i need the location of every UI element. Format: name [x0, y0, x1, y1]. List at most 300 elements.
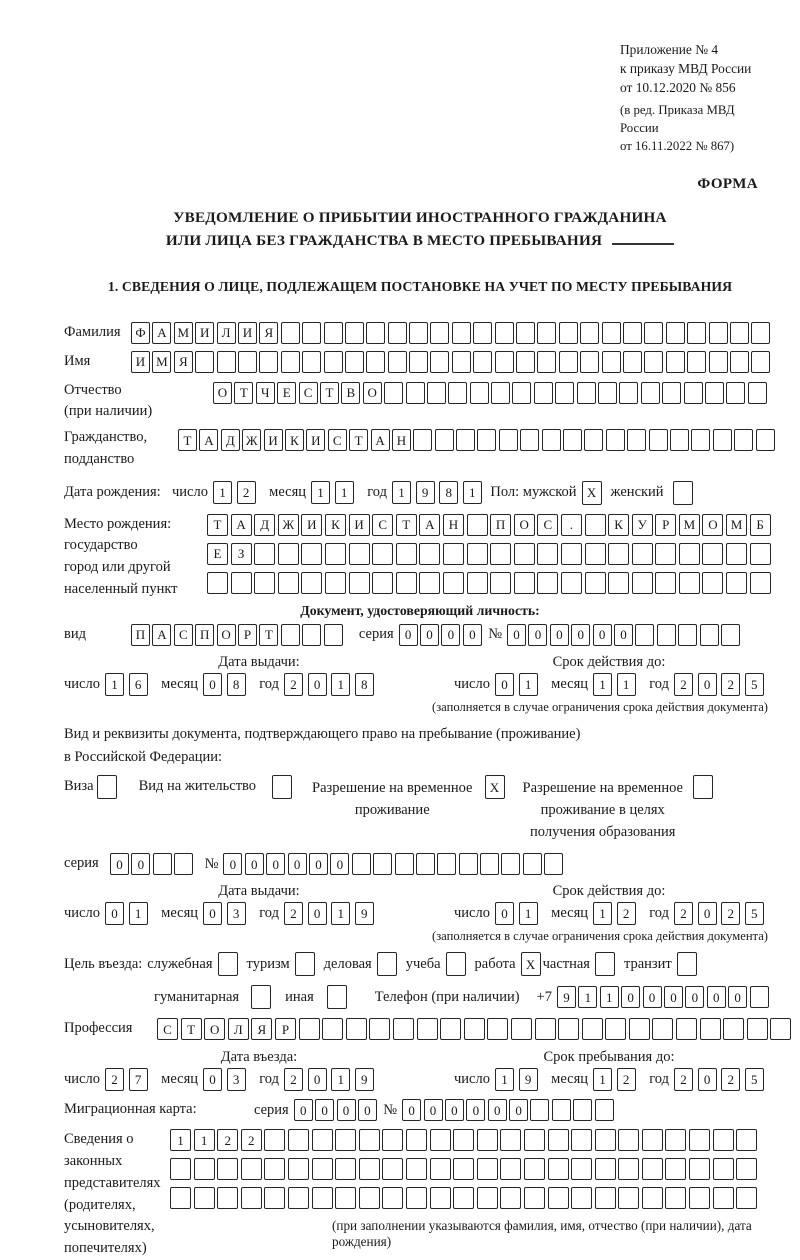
char-cell[interactable] [608, 543, 629, 565]
char-cell[interactable] [580, 351, 599, 373]
char-cell[interactable] [259, 351, 278, 373]
char-cell[interactable] [448, 382, 467, 404]
char-cell[interactable]: 0 [424, 1099, 443, 1121]
char-cell[interactable] [595, 1187, 616, 1209]
char-cell[interactable] [501, 853, 520, 875]
char-cell[interactable] [665, 1187, 686, 1209]
char-cell[interactable]: Р [275, 1018, 296, 1040]
char-cell[interactable]: 0 [358, 1099, 377, 1121]
char-cell[interactable]: Р [655, 514, 676, 536]
char-cell[interactable]: 7 [129, 1068, 148, 1091]
char-cell[interactable] [335, 1158, 356, 1180]
char-cell[interactable]: 0 [308, 1068, 327, 1091]
char-cell[interactable]: Т [259, 624, 278, 646]
char-cell[interactable]: А [152, 322, 171, 344]
char-cell[interactable] [299, 1018, 320, 1040]
char-cell[interactable] [373, 853, 392, 875]
char-cell[interactable]: 0 [698, 902, 717, 925]
char-cell[interactable] [751, 351, 770, 373]
char-cell[interactable] [535, 1018, 556, 1040]
char-cell[interactable]: Я [251, 1018, 272, 1040]
char-cell[interactable] [477, 1158, 498, 1180]
char-cell[interactable] [491, 382, 510, 404]
char-cell[interactable] [430, 1187, 451, 1209]
char-cell[interactable] [723, 1018, 744, 1040]
char-cell[interactable]: 9 [557, 986, 576, 1008]
char-cell[interactable]: 1 [311, 481, 330, 504]
char-cell[interactable] [396, 572, 417, 594]
char-cell[interactable]: 2 [721, 1068, 740, 1091]
char-cell[interactable]: 0 [593, 624, 612, 646]
char-cell[interactable]: 0 [495, 902, 514, 925]
char-cell[interactable] [542, 429, 561, 451]
char-cell[interactable] [238, 351, 257, 373]
char-cell[interactable]: 0 [266, 853, 285, 875]
char-cell[interactable] [751, 322, 770, 344]
char-cell[interactable] [514, 543, 535, 565]
char-cell[interactable] [618, 1129, 639, 1151]
char-cell[interactable]: О [702, 514, 723, 536]
char-cell[interactable] [691, 429, 710, 451]
char-cell[interactable] [523, 853, 542, 875]
char-cell[interactable]: О [363, 382, 382, 404]
char-cell[interactable] [684, 382, 703, 404]
char-cell[interactable]: 1 [593, 673, 612, 696]
char-cell[interactable]: 2 [721, 673, 740, 696]
char-cell[interactable]: С [157, 1018, 178, 1040]
char-cell[interactable] [709, 351, 728, 373]
char-cell[interactable]: Ж [278, 514, 299, 536]
char-cell[interactable]: 0 [315, 1099, 334, 1121]
char-cell[interactable]: 0 [571, 624, 590, 646]
char-cell[interactable]: 2 [217, 1129, 238, 1151]
char-cell[interactable]: 8 [439, 481, 458, 504]
char-cell[interactable]: 2 [237, 481, 256, 504]
char-cell[interactable] [453, 1158, 474, 1180]
char-cell[interactable] [730, 322, 749, 344]
checkbox-cell[interactable]: X [485, 775, 505, 799]
char-cell[interactable] [302, 624, 321, 646]
char-cell[interactable] [662, 382, 681, 404]
char-cell[interactable] [748, 382, 767, 404]
char-cell[interactable]: 0 [131, 853, 150, 875]
char-cell[interactable] [473, 351, 492, 373]
char-cell[interactable] [623, 351, 642, 373]
char-cell[interactable]: 2 [721, 902, 740, 925]
char-cell[interactable] [736, 1158, 757, 1180]
char-cell[interactable] [561, 543, 582, 565]
char-cell[interactable] [477, 429, 496, 451]
char-cell[interactable] [288, 1129, 309, 1151]
char-cell[interactable] [548, 1158, 569, 1180]
char-cell[interactable] [170, 1187, 191, 1209]
char-cell[interactable] [170, 1158, 191, 1180]
char-cell[interactable] [580, 322, 599, 344]
char-cell[interactable]: . [561, 514, 582, 536]
char-cell[interactable] [623, 322, 642, 344]
char-cell[interactable] [324, 624, 343, 646]
char-cell[interactable]: 1 [331, 1068, 350, 1091]
char-cell[interactable]: 2 [284, 902, 303, 925]
char-cell[interactable] [359, 1129, 380, 1151]
char-cell[interactable] [217, 1158, 238, 1180]
char-cell[interactable] [413, 429, 432, 451]
char-cell[interactable] [419, 572, 440, 594]
char-cell[interactable] [495, 322, 514, 344]
char-cell[interactable] [281, 624, 300, 646]
char-cell[interactable] [352, 853, 371, 875]
char-cell[interactable]: Т [396, 514, 417, 536]
char-cell[interactable] [372, 543, 393, 565]
char-cell[interactable] [393, 1018, 414, 1040]
char-cell[interactable]: 1 [495, 1068, 514, 1091]
char-cell[interactable] [726, 382, 745, 404]
char-cell[interactable]: 0 [685, 986, 704, 1008]
char-cell[interactable] [736, 1129, 757, 1151]
char-cell[interactable] [585, 572, 606, 594]
char-cell[interactable]: 1 [170, 1129, 191, 1151]
char-cell[interactable] [195, 351, 214, 373]
checkbox-cell[interactable] [677, 952, 697, 976]
char-cell[interactable] [464, 1018, 485, 1040]
char-cell[interactable]: В [341, 382, 360, 404]
char-cell[interactable] [548, 1187, 569, 1209]
char-cell[interactable] [595, 1158, 616, 1180]
char-cell[interactable]: З [231, 543, 252, 565]
char-cell[interactable]: Д [254, 514, 275, 536]
char-cell[interactable] [687, 322, 706, 344]
char-cell[interactable] [721, 624, 740, 646]
char-cell[interactable] [559, 351, 578, 373]
char-cell[interactable] [490, 572, 511, 594]
char-cell[interactable]: 0 [402, 1099, 421, 1121]
char-cell[interactable] [417, 1018, 438, 1040]
char-cell[interactable] [473, 322, 492, 344]
char-cell[interactable] [537, 322, 556, 344]
char-cell[interactable] [730, 351, 749, 373]
char-cell[interactable]: И [131, 351, 150, 373]
char-cell[interactable]: 3 [227, 1068, 246, 1091]
char-cell[interactable]: 0 [420, 624, 439, 646]
char-cell[interactable] [713, 1187, 734, 1209]
char-cell[interactable] [555, 382, 574, 404]
char-cell[interactable] [644, 351, 663, 373]
char-cell[interactable] [595, 1129, 616, 1151]
char-cell[interactable] [582, 1018, 603, 1040]
char-cell[interactable] [456, 429, 475, 451]
char-cell[interactable] [325, 543, 346, 565]
char-cell[interactable]: О [514, 514, 535, 536]
char-cell[interactable]: Т [349, 429, 368, 451]
char-cell[interactable]: 1 [129, 902, 148, 925]
char-cell[interactable] [516, 351, 535, 373]
char-cell[interactable] [524, 1158, 545, 1180]
char-cell[interactable]: Л [217, 322, 236, 344]
char-cell[interactable]: К [608, 514, 629, 536]
char-cell[interactable] [584, 429, 603, 451]
char-cell[interactable]: Ф [131, 322, 150, 344]
char-cell[interactable]: С [328, 429, 347, 451]
char-cell[interactable] [359, 1187, 380, 1209]
char-cell[interactable]: 3 [227, 902, 246, 925]
char-cell[interactable] [642, 1129, 663, 1151]
char-cell[interactable] [174, 853, 193, 875]
char-cell[interactable]: Ч [256, 382, 275, 404]
char-cell[interactable]: Т [320, 382, 339, 404]
char-cell[interactable]: 5 [745, 902, 764, 925]
char-cell[interactable] [750, 572, 771, 594]
char-cell[interactable]: 0 [509, 1099, 528, 1121]
char-cell[interactable]: К [285, 429, 304, 451]
char-cell[interactable] [345, 322, 364, 344]
char-cell[interactable] [264, 1129, 285, 1151]
char-cell[interactable] [301, 572, 322, 594]
char-cell[interactable] [619, 382, 638, 404]
char-cell[interactable]: 0 [698, 1068, 717, 1091]
char-cell[interactable] [453, 1187, 474, 1209]
char-cell[interactable] [254, 572, 275, 594]
char-cell[interactable] [288, 1187, 309, 1209]
char-cell[interactable] [629, 1018, 650, 1040]
char-cell[interactable] [435, 429, 454, 451]
char-cell[interactable]: 0 [643, 986, 662, 1008]
char-cell[interactable] [500, 1187, 521, 1209]
char-cell[interactable] [480, 853, 499, 875]
char-cell[interactable]: С [299, 382, 318, 404]
char-cell[interactable]: 1 [105, 673, 124, 696]
char-cell[interactable] [207, 572, 228, 594]
char-cell[interactable]: 0 [399, 624, 418, 646]
char-cell[interactable]: О [217, 624, 236, 646]
checkbox-cell[interactable] [595, 952, 615, 976]
char-cell[interactable] [665, 1158, 686, 1180]
char-cell[interactable] [627, 429, 646, 451]
char-cell[interactable] [406, 1187, 427, 1209]
char-cell[interactable]: 0 [308, 673, 327, 696]
char-cell[interactable] [281, 351, 300, 373]
checkbox-cell[interactable] [97, 775, 117, 799]
char-cell[interactable] [537, 543, 558, 565]
char-cell[interactable] [702, 543, 723, 565]
char-cell[interactable] [679, 543, 700, 565]
char-cell[interactable] [406, 1158, 427, 1180]
char-cell[interactable] [382, 1129, 403, 1151]
char-cell[interactable] [500, 1129, 521, 1151]
char-cell[interactable]: 0 [203, 1068, 222, 1091]
char-cell[interactable] [264, 1187, 285, 1209]
char-cell[interactable]: И [306, 429, 325, 451]
char-cell[interactable]: П [490, 514, 511, 536]
char-cell[interactable]: 5 [745, 1068, 764, 1091]
char-cell[interactable] [618, 1187, 639, 1209]
char-cell[interactable]: 0 [294, 1099, 313, 1121]
char-cell[interactable] [736, 1187, 757, 1209]
char-cell[interactable] [241, 1158, 262, 1180]
char-cell[interactable]: М [726, 514, 747, 536]
char-cell[interactable] [366, 351, 385, 373]
checkbox-cell[interactable] [673, 481, 693, 505]
checkbox-cell[interactable] [377, 952, 397, 976]
char-cell[interactable]: 9 [355, 902, 374, 925]
char-cell[interactable] [470, 382, 489, 404]
char-cell[interactable] [512, 382, 531, 404]
char-cell[interactable] [388, 322, 407, 344]
char-cell[interactable] [477, 1129, 498, 1151]
char-cell[interactable] [563, 429, 582, 451]
checkbox-cell[interactable] [251, 985, 271, 1009]
char-cell[interactable]: 1 [194, 1129, 215, 1151]
char-cell[interactable] [406, 1129, 427, 1151]
char-cell[interactable]: 0 [488, 1099, 507, 1121]
char-cell[interactable]: 0 [309, 853, 328, 875]
char-cell[interactable]: 8 [355, 673, 374, 696]
char-cell[interactable] [598, 382, 617, 404]
char-cell[interactable] [702, 572, 723, 594]
char-cell[interactable]: Т [207, 514, 228, 536]
char-cell[interactable]: 0 [445, 1099, 464, 1121]
char-cell[interactable] [288, 1158, 309, 1180]
char-cell[interactable]: П [131, 624, 150, 646]
char-cell[interactable] [335, 1187, 356, 1209]
char-cell[interactable]: 1 [519, 902, 538, 925]
char-cell[interactable] [689, 1187, 710, 1209]
char-cell[interactable] [406, 382, 425, 404]
char-cell[interactable]: А [371, 429, 390, 451]
char-cell[interactable] [241, 1187, 262, 1209]
char-cell[interactable] [689, 1129, 710, 1151]
checkbox-cell[interactable]: X [582, 481, 602, 505]
char-cell[interactable]: И [301, 514, 322, 536]
char-cell[interactable] [302, 322, 321, 344]
char-cell[interactable] [430, 351, 449, 373]
char-cell[interactable] [231, 572, 252, 594]
char-cell[interactable]: Е [207, 543, 228, 565]
char-cell[interactable] [281, 322, 300, 344]
char-cell[interactable]: 0 [707, 986, 726, 1008]
checkbox-cell[interactable]: X [521, 952, 541, 976]
char-cell[interactable]: У [632, 514, 653, 536]
char-cell[interactable] [278, 572, 299, 594]
char-cell[interactable]: 0 [550, 624, 569, 646]
char-cell[interactable] [514, 572, 535, 594]
char-cell[interactable] [437, 853, 456, 875]
checkbox-cell[interactable] [218, 952, 238, 976]
char-cell[interactable] [384, 382, 403, 404]
char-cell[interactable]: 1 [593, 1068, 612, 1091]
char-cell[interactable] [534, 382, 553, 404]
char-cell[interactable] [372, 572, 393, 594]
char-cell[interactable]: 0 [621, 986, 640, 1008]
checkbox-cell[interactable] [446, 952, 466, 976]
char-cell[interactable] [750, 986, 769, 1008]
char-cell[interactable] [419, 543, 440, 565]
char-cell[interactable] [477, 1187, 498, 1209]
char-cell[interactable]: И [238, 322, 257, 344]
char-cell[interactable]: 9 [519, 1068, 538, 1091]
char-cell[interactable] [459, 853, 478, 875]
char-cell[interactable]: М [174, 322, 193, 344]
char-cell[interactable] [369, 1018, 390, 1040]
char-cell[interactable] [324, 322, 343, 344]
char-cell[interactable] [602, 351, 621, 373]
char-cell[interactable]: 0 [698, 673, 717, 696]
char-cell[interactable]: 0 [441, 624, 460, 646]
char-cell[interactable]: 0 [110, 853, 129, 875]
char-cell[interactable]: С [372, 514, 393, 536]
char-cell[interactable]: 2 [241, 1129, 262, 1151]
char-cell[interactable]: Л [228, 1018, 249, 1040]
char-cell[interactable] [322, 1018, 343, 1040]
char-cell[interactable] [312, 1129, 333, 1151]
char-cell[interactable]: 1 [331, 902, 350, 925]
char-cell[interactable]: 9 [416, 481, 435, 504]
char-cell[interactable] [657, 624, 676, 646]
char-cell[interactable] [366, 322, 385, 344]
char-cell[interactable]: Б [750, 514, 771, 536]
checkbox-cell[interactable] [327, 985, 347, 1009]
char-cell[interactable]: И [195, 322, 214, 344]
char-cell[interactable]: 2 [674, 902, 693, 925]
char-cell[interactable] [558, 1018, 579, 1040]
char-cell[interactable] [194, 1187, 215, 1209]
char-cell[interactable] [453, 1129, 474, 1151]
char-cell[interactable]: М [679, 514, 700, 536]
char-cell[interactable] [734, 429, 753, 451]
char-cell[interactable] [443, 543, 464, 565]
char-cell[interactable]: Р [238, 624, 257, 646]
char-cell[interactable] [430, 1129, 451, 1151]
char-cell[interactable] [301, 543, 322, 565]
char-cell[interactable]: 2 [674, 673, 693, 696]
char-cell[interactable]: М [152, 351, 171, 373]
char-cell[interactable] [254, 543, 275, 565]
char-cell[interactable] [511, 1018, 532, 1040]
char-cell[interactable]: 0 [466, 1099, 485, 1121]
char-cell[interactable] [585, 543, 606, 565]
char-cell[interactable]: Т [178, 429, 197, 451]
char-cell[interactable]: 0 [337, 1099, 356, 1121]
char-cell[interactable] [770, 1018, 791, 1040]
char-cell[interactable] [642, 1187, 663, 1209]
char-cell[interactable] [440, 1018, 461, 1040]
char-cell[interactable]: И [264, 429, 283, 451]
char-cell[interactable] [713, 1158, 734, 1180]
char-cell[interactable]: Я [259, 322, 278, 344]
char-cell[interactable] [573, 1099, 592, 1121]
char-cell[interactable]: 0 [288, 853, 307, 875]
char-cell[interactable] [678, 624, 697, 646]
char-cell[interactable]: 8 [227, 673, 246, 696]
char-cell[interactable] [264, 1158, 285, 1180]
char-cell[interactable]: 5 [745, 673, 764, 696]
char-cell[interactable] [726, 572, 747, 594]
char-cell[interactable] [524, 1129, 545, 1151]
char-cell[interactable]: 2 [617, 1068, 636, 1091]
char-cell[interactable] [595, 1099, 614, 1121]
char-cell[interactable] [689, 1158, 710, 1180]
char-cell[interactable]: 1 [593, 902, 612, 925]
char-cell[interactable] [530, 1099, 549, 1121]
char-cell[interactable] [747, 1018, 768, 1040]
char-cell[interactable]: 0 [728, 986, 747, 1008]
char-cell[interactable] [571, 1129, 592, 1151]
char-cell[interactable]: 0 [223, 853, 242, 875]
char-cell[interactable] [382, 1158, 403, 1180]
char-cell[interactable]: 1 [213, 481, 232, 504]
char-cell[interactable] [278, 543, 299, 565]
char-cell[interactable]: Н [443, 514, 464, 536]
char-cell[interactable] [430, 322, 449, 344]
